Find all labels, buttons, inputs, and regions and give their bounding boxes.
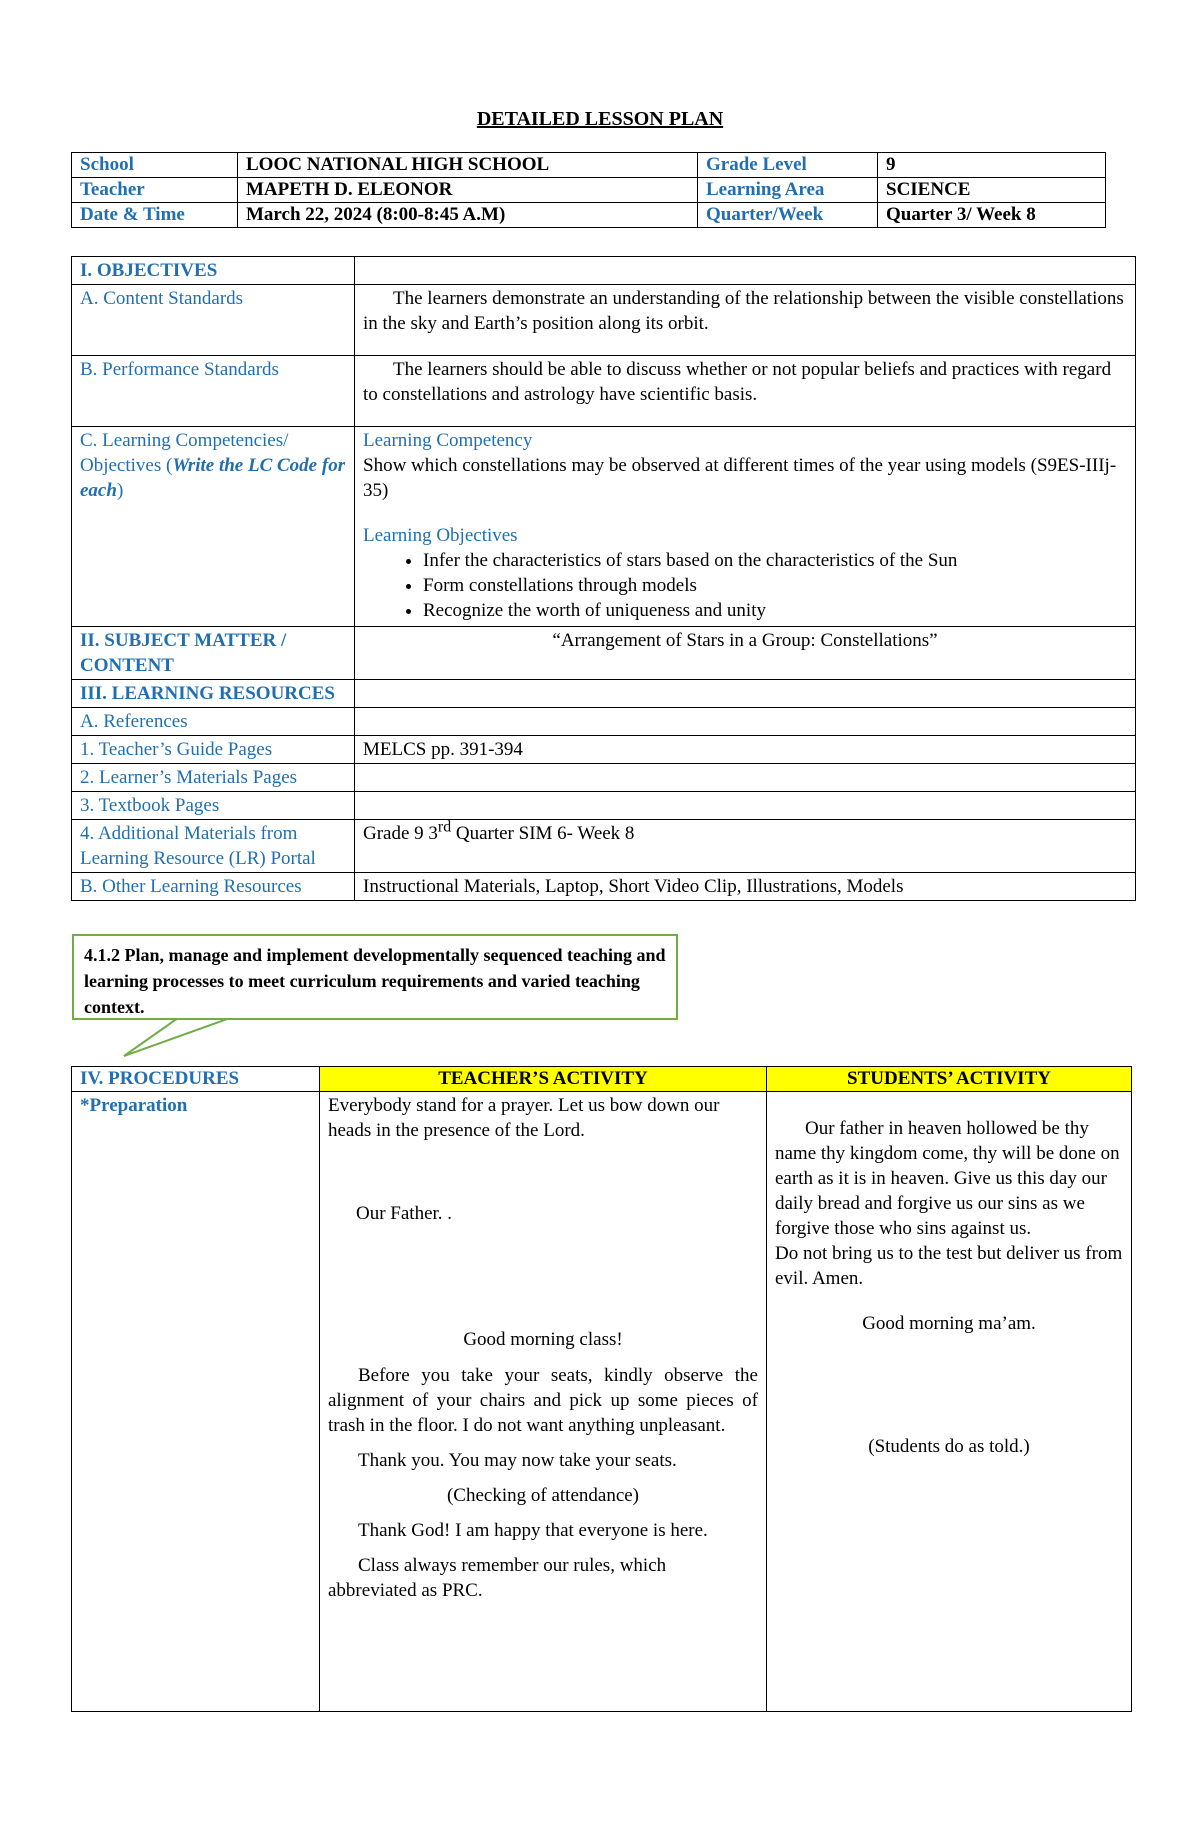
list-item: • Infer the characteristics of stars based on the characteristics of the Sun: [423, 548, 1127, 573]
procedures-table: [71, 1066, 1132, 1712]
list-item: • Recognize the worth of uniqueness and unity: [423, 598, 1127, 623]
teacher-greeting: Good morning class!: [463, 1329, 623, 1350]
am-value: Grade 9 3rd Quarter SIM 6- Week 8: [355, 820, 1136, 873]
lo-list: [363, 548, 1127, 623]
lc-heading: Learning Competency: [363, 430, 533, 451]
date-value: March 22, 2024 (8:00-8:45 A.M): [238, 203, 698, 228]
students-prayer: Our father in heaven hollowed be thy name thy kingdom come, thy will be done on earth as it is in heaven. Give us this day our daily bread and forgive us our sins as we forgive those who sins against us.: [775, 1118, 1120, 1239]
am-label: 4. Additional Materials from Learning Resource (LR) Portal: [72, 820, 355, 873]
tg-label: 1. Teacher’s Guide Pages: [72, 736, 355, 764]
date-label: Date & Time: [72, 203, 238, 228]
teacher-attendance: (Checking of attendance): [446, 1485, 640, 1506]
students-activity-header: STUDENTS’ ACTIVITY: [767, 1067, 1132, 1092]
header-table: [71, 152, 1106, 228]
objectives-heading: I. OBJECTIVES: [72, 257, 355, 285]
objectives-table: [71, 256, 1136, 901]
content-standards-label: A. Content Standards: [72, 285, 355, 356]
competencies-label: C. Learning Competencies/ Objectives (Write the LC Code for each): [72, 427, 355, 627]
grade-label: Grade Level: [698, 153, 878, 178]
teacher-label: Teacher: [72, 178, 238, 203]
teacher-thanks: Thank you. You may now take your seats.: [358, 1450, 677, 1471]
school-value: LOOC NATIONAL HIGH SCHOOL: [238, 153, 698, 178]
teacher-value: MAPETH D. ELEONOR: [238, 178, 698, 203]
grade-value: 9: [878, 153, 1106, 178]
lc-text: Show which constellations may be observed at different times of the year using models (S9ES-IIIj-35): [363, 455, 1117, 501]
quarter-value: Quarter 3/ Week 8: [878, 203, 1106, 228]
teacher-rules: Class always remember our rules, which abbreviated as PRC.: [328, 1555, 667, 1601]
callout-pointer: [120, 1018, 340, 1058]
references-label: A. References: [72, 708, 355, 736]
performance-standards-text: The learners should be able to discuss whether or not popular beliefs and practices with regard to constellations and astrology have scientific basis.: [363, 359, 1112, 405]
school-label: School: [72, 153, 238, 178]
teacher-everyone-here: Thank God! I am happy that everyone is here.: [358, 1520, 708, 1541]
procedures-heading: IV. PROCEDURES: [72, 1067, 320, 1092]
subject-value: “Arrangement of Stars in a Group: Constellations”: [355, 627, 1136, 680]
students-do-as-told: (Students do as told.): [868, 1436, 1030, 1457]
callout-box: 4.1.2 Plan, manage and implement developmentally sequenced teaching and learning processes to meet curriculum requirements and varied teaching context.: [72, 934, 678, 1020]
lo-heading: Learning Objectives: [363, 525, 518, 546]
quarter-label: Quarter/Week: [698, 203, 878, 228]
other-value: Instructional Materials, Laptop, Short Video Clip, Illustrations, Models: [355, 873, 1136, 901]
area-label: Learning Area: [698, 178, 878, 203]
students-greeting: Good morning ma’am.: [862, 1313, 1036, 1334]
students-prayer-end: Do not bring us to the test but deliver us from evil. Amen.: [775, 1243, 1123, 1289]
area-value: SCIENCE: [878, 178, 1106, 203]
resources-heading: III. LEARNING RESOURCES: [72, 680, 355, 708]
subject-label: II. SUBJECT MATTER / CONTENT: [72, 627, 355, 680]
content-standards-text: The learners demonstrate an understanding of the relationship between the visible constellations in the sky and Earth’s position along its orbit.: [363, 288, 1124, 334]
page-title: DETAILED LESSON PLAN: [476, 108, 724, 130]
performance-standards-label: B. Performance Standards: [72, 356, 355, 427]
list-item: • Form constellations through models: [423, 573, 1127, 598]
other-label: B. Other Learning Resources: [72, 873, 355, 901]
lm-label: 2. Learner’s Materials Pages: [72, 764, 355, 792]
teacher-activity-header: TEACHER’S ACTIVITY: [320, 1067, 767, 1092]
teacher-our-father: Our Father. .: [356, 1203, 453, 1224]
teacher-prayer: Everybody stand for a prayer. Let us bow down our heads in the presence of the Lord.: [328, 1095, 720, 1141]
phase-label: *Preparation: [72, 1092, 320, 1712]
tg-value: MELCS pp. 391-394: [355, 736, 1136, 764]
teacher-instruction: Before you take your seats, kindly observe the alignment of your chairs and pick up some pieces of trash in the floor. I do not want anything unpleasant.: [328, 1365, 758, 1436]
tb-label: 3. Textbook Pages: [72, 792, 355, 820]
